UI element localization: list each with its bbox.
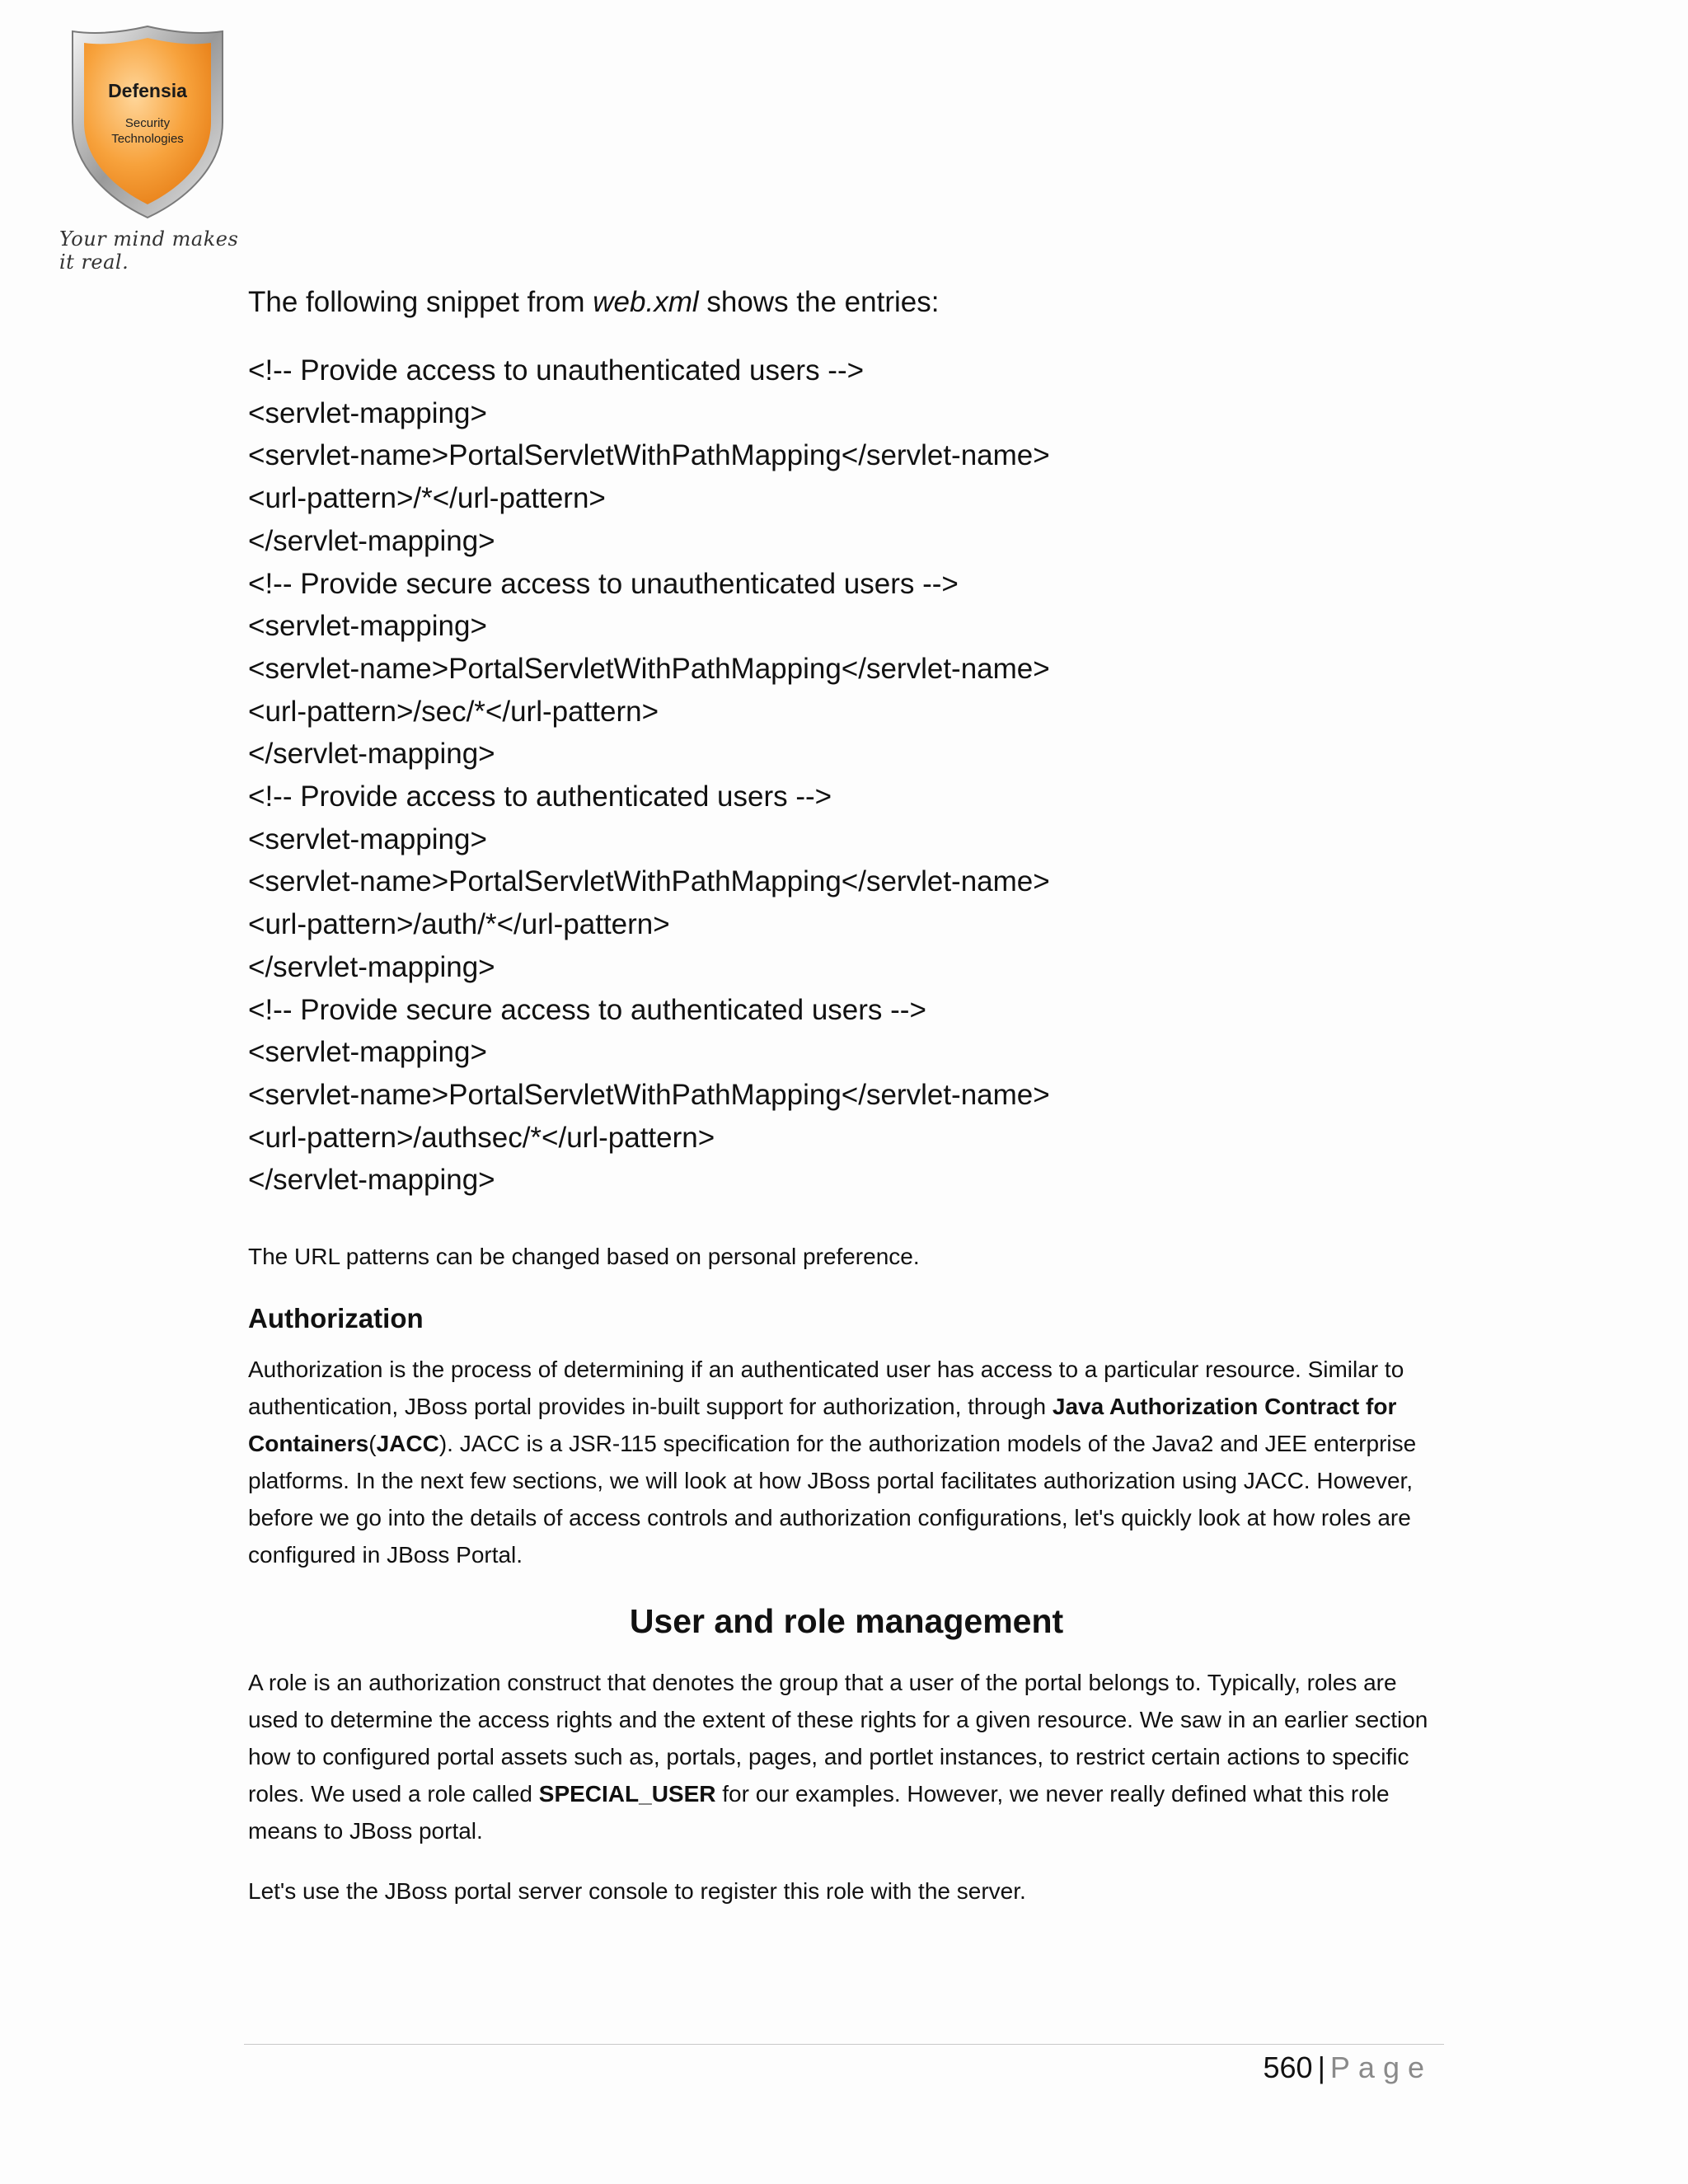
- page-content: [248, 280, 1445, 1933]
- code-line: <servlet-mapping>: [248, 610, 487, 643]
- code-line: <!-- Provide access to authenticated users -->: [248, 780, 832, 813]
- company-logo: [51, 23, 241, 262]
- shield-logo-icon: [61, 23, 234, 221]
- code-line: <servlet-name>PortalServletWithPathMapping</servlet-name>: [248, 1078, 1050, 1111]
- code-line: <url-pattern>/*</url-pattern>: [248, 482, 606, 515]
- footer-divider: [244, 2044, 1444, 2045]
- code-line: <servlet-name>PortalServletWithPathMapping</servlet-name>: [248, 865, 1050, 898]
- roles-paragraph-2: Let's use the JBoss portal server console to register this role with the server.: [248, 1878, 1026, 1905]
- intro-text: [248, 280, 1445, 325]
- code-line: <url-pattern>/sec/*</url-pattern>: [248, 695, 659, 728]
- auth-text-1: Authorization is the process of determining if an authenticated user has access to a particular resource. Similar to authentication, JBoss portal provides in-built support for authorization, through: [248, 1357, 1404, 1420]
- intro-after: shows the entries:: [698, 286, 940, 318]
- code-line: </servlet-mapping>: [248, 738, 495, 771]
- roles-bold-special-user: SPECIAL_USER: [538, 1781, 716, 1807]
- logo-subtitle-2: Technologies: [111, 132, 184, 146]
- code-line: <servlet-name>PortalServletWithPathMapping</servlet-name>: [248, 652, 1050, 685]
- code-line: <url-pattern>/authsec/*</url-pattern>: [248, 1121, 715, 1154]
- code-line: </servlet-mapping>: [248, 1164, 495, 1197]
- roles-text-2: for our examples. However, we never really defined what this role means to JBoss portal.: [248, 1781, 1390, 1844]
- auth-text-2: (: [368, 1431, 377, 1457]
- code-line: <!-- Provide secure access to unauthenticated users -->: [248, 567, 959, 600]
- code-line: <servlet-mapping>: [248, 396, 487, 429]
- code-line: <servlet-name>PortalServletWithPathMapping</servlet-name>: [248, 439, 1050, 472]
- authorization-paragraph: [248, 1351, 1445, 1573]
- auth-bold-jacc: JACC: [376, 1431, 439, 1457]
- auth-bold-jacc-full: Java Authorization Contract for Containers: [248, 1394, 1397, 1457]
- logo-title: Defensia: [108, 80, 187, 101]
- code-line: <servlet-mapping>: [248, 1036, 487, 1069]
- code-line: <!-- Provide secure access to authenticated users -->: [248, 993, 926, 1026]
- footer-separator: |: [1317, 2050, 1325, 2084]
- code-line: </servlet-mapping>: [248, 950, 495, 983]
- code-line: <servlet-mapping>: [248, 823, 487, 855]
- roles-text-1: A role is an authorization construct that denotes the group that a user of the portal belongs to. Typically, roles are used to determine the access rights and the extent of these rights for a given resource. We saw in an earlier section how to configured portal assets such as, portals, pages, and portlet instances, to restrict certain actions to specific roles. We used a role called: [248, 1670, 1428, 1807]
- logo-tagline: Your mind makes it real.: [59, 227, 239, 274]
- intro-before: The following snippet from: [248, 286, 593, 318]
- code-line: <url-pattern>/auth/*</url-pattern>: [248, 908, 670, 941]
- auth-text-3: ). JACC is a JSR-115 specification for the authorization models of the Java2 and JEE enterprise platforms. In the next few sections, we will look at how JBoss portal facilitates authorization using JACC. However, before we go into the details of access controls and authorization configurations, let's quickly look at how roles are configured in JBoss Portal.: [248, 1431, 1417, 1568]
- roles-paragraph-1: [248, 1664, 1445, 1849]
- authorization-heading: Authorization: [248, 1303, 424, 1334]
- intro-filename: web.xml: [593, 286, 699, 318]
- roles-heading: User and role management: [629, 1602, 1064, 1641]
- code-line: </servlet-mapping>: [248, 524, 495, 557]
- code-snippet: [248, 349, 1445, 1202]
- page-number: 560: [1263, 2050, 1313, 2084]
- code-line: <!-- Provide access to unauthenticated users -->: [248, 354, 865, 387]
- page-label: Page: [1329, 2050, 1432, 2084]
- logo-subtitle-1: Security: [124, 116, 171, 130]
- page-footer: [1263, 2046, 1432, 2089]
- url-pattern-note: The URL patterns can be changed based on personal preference.: [248, 1244, 920, 1270]
